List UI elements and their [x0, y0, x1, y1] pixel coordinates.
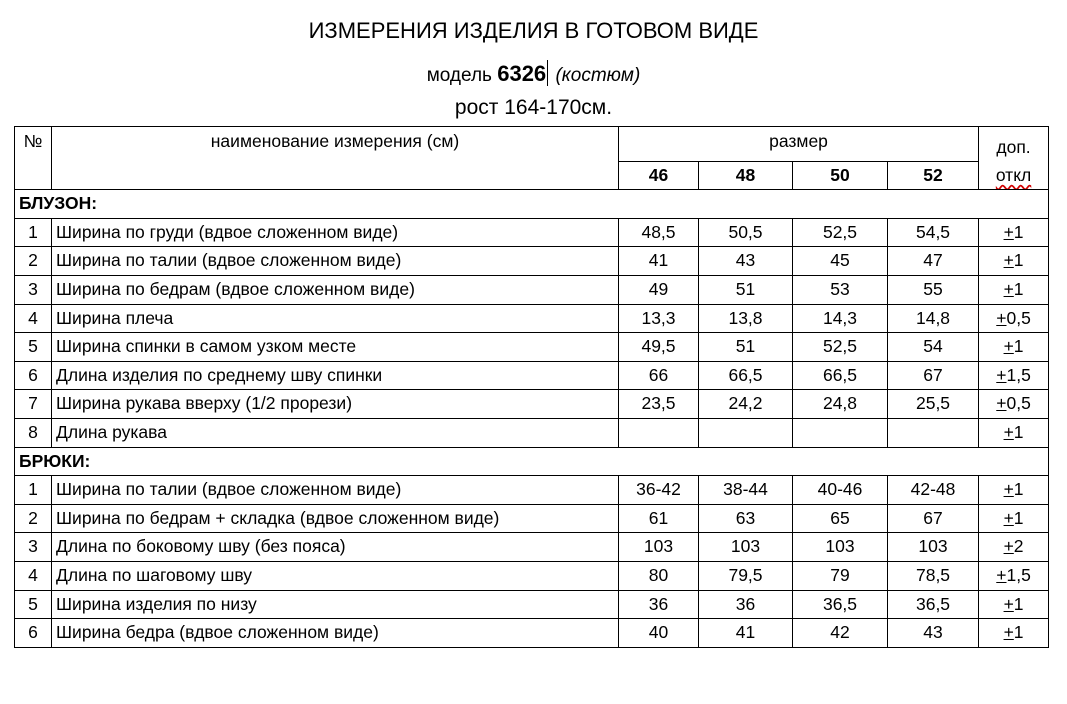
measurement-value: 55	[888, 275, 979, 304]
measurement-value: 49,5	[619, 333, 699, 362]
measurement-value: 103	[699, 533, 793, 562]
measurement-name: Ширина рукава вверху (1/2 прорези)	[52, 390, 619, 419]
measurement-value: 67	[888, 504, 979, 533]
measurement-value: 51	[699, 275, 793, 304]
measurement-value: 52,5	[793, 333, 888, 362]
measurement-name: Ширина бедра (вдвое сложенном виде)	[52, 619, 619, 648]
tolerance-value: 1	[1013, 622, 1024, 643]
measurement-value: 49	[619, 275, 699, 304]
row-number: 6	[15, 361, 52, 390]
measurement-value	[793, 418, 888, 447]
tolerance-cell	[979, 590, 1049, 619]
table-row	[15, 247, 1049, 276]
table-row	[15, 590, 1049, 619]
measurement-value	[699, 418, 793, 447]
measurement-name: Длина по боковому шву (без пояса)	[52, 533, 619, 562]
measurement-name: Ширина плеча	[52, 304, 619, 333]
row-number: 4	[15, 304, 52, 333]
col-header-num: №	[15, 127, 52, 190]
table-body	[15, 127, 1049, 648]
measurement-value: 66,5	[793, 361, 888, 390]
measurement-name: Длина по шаговому шву	[52, 561, 619, 590]
measurement-name: Ширина изделия по низу	[52, 590, 619, 619]
tolerance-sign: +	[996, 364, 1007, 385]
size-header-50: 50	[793, 161, 888, 190]
tolerance-cell	[979, 504, 1049, 533]
measurement-value: 79,5	[699, 561, 793, 590]
measurement-value: 54,5	[888, 218, 979, 247]
row-number: 2	[15, 504, 52, 533]
measurement-value: 103	[888, 533, 979, 562]
tolerance-cell	[979, 304, 1049, 333]
row-number: 7	[15, 390, 52, 419]
measurement-name: Длина изделия по среднему шву спинки	[52, 361, 619, 390]
table-row	[15, 218, 1049, 247]
tolerance-cell	[979, 418, 1049, 447]
col-header-tolerance	[979, 127, 1049, 190]
tolerance-sign: +	[1003, 622, 1014, 643]
measurement-value: 40	[619, 619, 699, 648]
measurement-value: 36-42	[619, 476, 699, 505]
measurement-name: Ширина по талии (вдвое сложенном виде)	[52, 247, 619, 276]
measurement-value: 41	[619, 247, 699, 276]
measurement-value: 38-44	[699, 476, 793, 505]
measurement-value: 63	[699, 504, 793, 533]
measurement-name: Ширина по бедрам + складка (вдвое сложенном виде)	[52, 504, 619, 533]
size-header-52: 52	[888, 161, 979, 190]
tolerance-value: 1	[1013, 479, 1024, 500]
measurement-value: 66	[619, 361, 699, 390]
measurement-value	[619, 418, 699, 447]
tolerance-value: 0,5	[1006, 393, 1031, 414]
model-line	[0, 60, 1067, 87]
measurement-value: 67	[888, 361, 979, 390]
measurement-value: 45	[793, 247, 888, 276]
tolerance-sign: +	[1003, 593, 1014, 614]
table-row	[15, 504, 1049, 533]
tolerance-value: 1	[1013, 507, 1024, 528]
row-number: 3	[15, 533, 52, 562]
table-row	[15, 333, 1049, 362]
measurement-value: 50,5	[699, 218, 793, 247]
measurement-value: 42-48	[888, 476, 979, 505]
page-title: ИЗМЕРЕНИЯ ИЗДЕЛИЯ В ГОТОВОМ ВИДЕ	[308, 18, 759, 43]
measurement-value: 47	[888, 247, 979, 276]
size-header-46: 46	[619, 161, 699, 190]
tolerance-sign: +	[1003, 279, 1014, 300]
table-row	[15, 390, 1049, 419]
size-header-48: 48	[699, 161, 793, 190]
tolerance-cell	[979, 333, 1049, 362]
section-title: БЛУЗОН:	[15, 190, 1049, 219]
table-row	[15, 533, 1049, 562]
tolerance-cell	[979, 247, 1049, 276]
measurement-value: 14,3	[793, 304, 888, 333]
measurement-name: Ширина по талии (вдвое сложенном виде)	[52, 476, 619, 505]
section-row	[15, 447, 1049, 476]
measurement-name: Ширина по груди (вдвое сложенном виде)	[52, 218, 619, 247]
tolerance-value: 0,5	[1006, 307, 1031, 328]
measurement-value: 61	[619, 504, 699, 533]
model-note: (костюм)	[555, 65, 641, 86]
tolerance-sign: +	[1003, 536, 1014, 557]
tolerance-sign: +	[996, 564, 1007, 585]
tolerance-value: 1	[1013, 336, 1024, 357]
table-row	[15, 275, 1049, 304]
measurement-value: 24,8	[793, 390, 888, 419]
tolerance-value: 1	[1013, 421, 1024, 442]
tolerance-value: 1,5	[1006, 364, 1031, 385]
measurement-value: 78,5	[888, 561, 979, 590]
measurement-value: 53	[793, 275, 888, 304]
section-row	[15, 190, 1049, 219]
row-number: 3	[15, 275, 52, 304]
table-row	[15, 304, 1049, 333]
tolerance-cell	[979, 533, 1049, 562]
tolerance-sign: +	[996, 307, 1007, 328]
height-range: рост 164-170см.	[454, 96, 613, 119]
measurement-value: 24,2	[699, 390, 793, 419]
measurement-value: 66,5	[699, 361, 793, 390]
tolerance-sign: +	[1003, 479, 1014, 500]
tolerance-sign: +	[1003, 221, 1014, 242]
tolerance-value: 2	[1013, 536, 1024, 557]
tolerance-sign: +	[1003, 336, 1014, 357]
tolerance-cell	[979, 561, 1049, 590]
measurement-value: 79	[793, 561, 888, 590]
measurement-value: 36,5	[888, 590, 979, 619]
text-cursor	[547, 60, 548, 86]
measurement-name: Ширина спинки в самом узком месте	[52, 333, 619, 362]
tolerance-sign: +	[1003, 250, 1014, 271]
table-row	[15, 361, 1049, 390]
tolerance-sign: +	[1003, 421, 1014, 442]
tolerance-value: 1	[1013, 593, 1024, 614]
measurement-value: 13,8	[699, 304, 793, 333]
tolerance-cell	[979, 619, 1049, 648]
tolerance-value: 1	[1013, 221, 1024, 242]
measurement-value: 36,5	[793, 590, 888, 619]
tolerance-cell	[979, 361, 1049, 390]
table-row	[15, 418, 1049, 447]
table-row	[15, 619, 1049, 648]
measurement-value: 36	[619, 590, 699, 619]
tolerance-value: 1	[1013, 250, 1024, 271]
row-number: 5	[15, 333, 52, 362]
tolerance-cell	[979, 390, 1049, 419]
measurement-value: 51	[699, 333, 793, 362]
table-row	[15, 561, 1049, 590]
tolerance-sign: +	[1003, 507, 1014, 528]
tolerance-cell	[979, 275, 1049, 304]
tolerance-cell	[979, 476, 1049, 505]
measurement-value	[888, 418, 979, 447]
tolerance-sign: +	[996, 393, 1007, 414]
measurement-value: 80	[619, 561, 699, 590]
tolerance-value: 1,5	[1006, 564, 1031, 585]
measurement-value: 13,3	[619, 304, 699, 333]
tolerance-label-bottom: откл	[995, 165, 1032, 185]
tolerance-label-top: доп.	[996, 137, 1031, 157]
measurement-value: 52,5	[793, 218, 888, 247]
measurement-name: Длина рукава	[52, 418, 619, 447]
row-number: 4	[15, 561, 52, 590]
measurement-value: 23,5	[619, 390, 699, 419]
row-number: 1	[15, 218, 52, 247]
row-number: 8	[15, 418, 52, 447]
col-header-name: наименование измерения (см)	[52, 127, 619, 190]
measurement-value: 43	[699, 247, 793, 276]
measurement-table	[14, 126, 1049, 648]
measurement-value: 54	[888, 333, 979, 362]
model-label: модель	[426, 65, 492, 86]
measurement-value: 41	[699, 619, 793, 648]
row-number: 1	[15, 476, 52, 505]
measurement-value: 43	[888, 619, 979, 648]
measurement-value: 14,8	[888, 304, 979, 333]
row-number: 5	[15, 590, 52, 619]
tolerance-value: 1	[1013, 279, 1024, 300]
measurement-value: 36	[699, 590, 793, 619]
measurement-value: 103	[793, 533, 888, 562]
section-title: БРЮКИ:	[15, 447, 1049, 476]
measurement-value: 65	[793, 504, 888, 533]
table-row	[15, 476, 1049, 505]
measurement-value: 25,5	[888, 390, 979, 419]
measurement-value: 40-46	[793, 476, 888, 505]
measurement-name: Ширина по бедрам (вдвое сложенном виде)	[52, 275, 619, 304]
model-number: 6326	[497, 61, 547, 86]
row-number: 2	[15, 247, 52, 276]
measurement-value: 103	[619, 533, 699, 562]
row-number: 6	[15, 619, 52, 648]
tolerance-cell	[979, 218, 1049, 247]
measurement-value: 48,5	[619, 218, 699, 247]
col-header-size: размер	[619, 127, 979, 162]
measurement-value: 42	[793, 619, 888, 648]
